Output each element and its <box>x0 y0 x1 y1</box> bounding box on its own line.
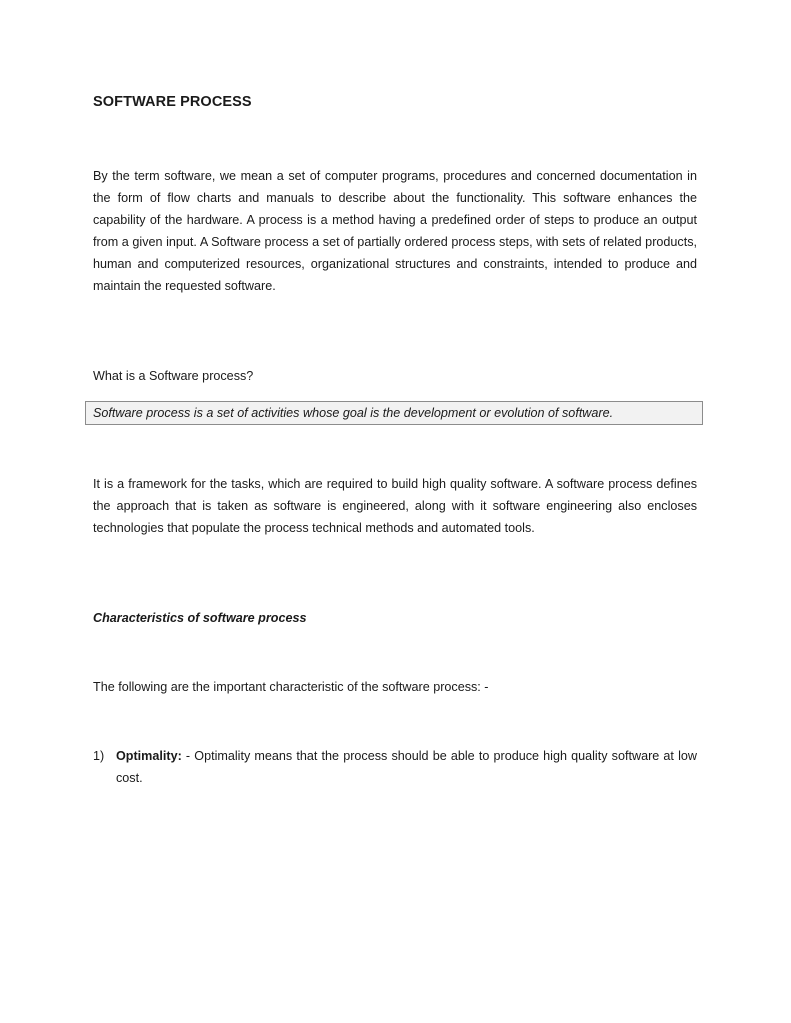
document-title: SOFTWARE PROCESS <box>93 94 252 110</box>
list-item <box>93 745 697 789</box>
list-marker: 1) <box>93 749 105 763</box>
characteristics-lead: The following are the important characteristic of the software process: - <box>93 680 489 694</box>
framework-paragraph: It is a framework for the tasks, which are required to build high quality software. A software process defines the approach that is taken as software is engineered, along with it software engineering also encloses technologies that populate the process technical methods and automated tools. <box>93 477 697 535</box>
characteristics-list <box>93 745 697 789</box>
characteristic-description: - Optimality means that the process should be able to produce high quality software at low cost. <box>116 749 697 785</box>
intro-paragraph: By the term software, we mean a set of computer programs, procedures and concerned documentation in the form of flow charts and manuals to describe about the functionality. This software enhances the capability of the hardware. A process is a method having a predefined order of steps to produce an output from a given input. A Software process a set of partially ordered process steps, with sets of related products, human and computerized resources, organizational structures and constraints, intended to produce and maintain the requested software. <box>93 169 697 293</box>
characteristic-term: Optimality: <box>116 749 182 763</box>
characteristics-heading: Characteristics of software process <box>93 611 307 625</box>
question-text: What is a Software process? <box>93 369 254 383</box>
definition-box: Software process is a set of activities whose goal is the development or evolution of software. <box>85 401 703 425</box>
